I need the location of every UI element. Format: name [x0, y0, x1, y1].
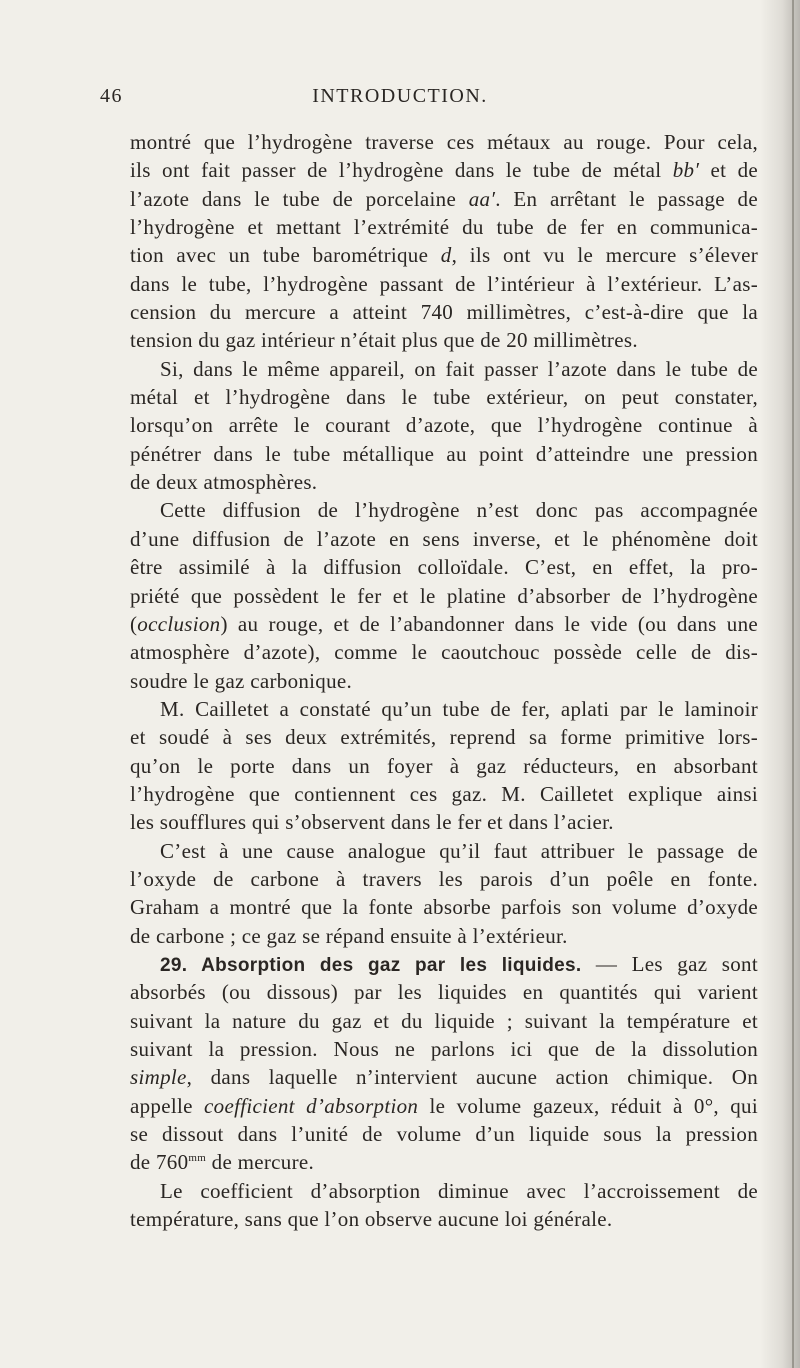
text-line: suivant la pression. Nous ne parlons ici que de la dissolution	[130, 1037, 758, 1061]
italic-term: bb′	[672, 158, 700, 183]
text-line: l’hydrogène que contiennent ces gaz. M. Cailletet explique ainsi	[130, 781, 758, 806]
text-line: atmosphère d’azote), comme le caoutchouc possède celle de dis-	[130, 640, 758, 665]
text-run: tion avec un tube barométrique	[130, 243, 441, 268]
text-line: pénétrer dans le tube métallique au point d’atteindre une pression	[130, 441, 758, 466]
text-line: et soudé à ses deux extrémités, reprend sa forme primitive lors-	[130, 725, 758, 750]
text-line: de carbone ; ce gaz se répand ensuite à l’extérieur.	[130, 923, 568, 948]
page-number: 46	[100, 85, 123, 107]
text-run: — Les gaz sont	[581, 951, 758, 976]
text-run: et de	[699, 158, 758, 183]
text-line: l’oxyde de carbone à travers les parois d’un poêle en fonte.	[130, 866, 758, 891]
text-line: montré que l’hydrogène traverse ces métaux au rouge. Pour cela,	[130, 130, 758, 154]
text-line: cension du mercure a atteint 740 millimètres, c’est-à-dire que la	[130, 300, 758, 325]
running-title: INTRODUCTION.	[312, 85, 488, 107]
text-run: ils ont fait passer de l’hydrogène dans le tube de métal	[130, 158, 673, 183]
text-line: Le coefficient d’absorption diminue avec l’accroissement de	[160, 1178, 758, 1203]
italic-term: simple	[130, 1065, 187, 1090]
text-line: absorbés (ou dissous) par les liquides en quantités qui varient	[130, 980, 758, 1005]
text-line: suivant la nature du gaz et du liquide ; suivant la température et	[130, 1008, 758, 1033]
text-line: l’hydrogène et mettant l’extrémité du tube de fer en communica-	[130, 215, 758, 240]
text-run: de 760	[130, 1150, 189, 1175]
page-edge-line	[792, 0, 794, 1368]
section-heading: 29. Absorption des gaz par les liquides.	[160, 954, 582, 976]
text-run: . En arrêtant le passage de	[495, 186, 758, 211]
superscript	[188, 1152, 206, 1164]
text-line: d’une diffusion de l’azote en sens inverse, et le phénomène doit	[130, 526, 758, 551]
text-line: tension du gaz intérieur n’était plus que de 20 millimètres.	[130, 328, 638, 353]
text-line: M. Cailletet a constaté qu’un tube de fer, aplati par le laminoir	[160, 696, 758, 721]
text-line: métal et l’hydrogène dans le tube extérieur, on peut constater,	[130, 385, 758, 410]
text-run: (	[130, 611, 138, 636]
text-run: le volume gazeux, réduit à 0°, qui	[418, 1093, 758, 1118]
text-line: les soufflures qui s’observent dans le fer et dans l’acier.	[130, 810, 614, 835]
text-line: se dissout dans l’unité de volume d’un liquide sous la pression	[130, 1122, 758, 1147]
text-line: qu’on le porte dans un foyer à gaz réducteurs, en absorbant	[130, 753, 758, 778]
text-line: température, sans que l’on observe aucune loi générale.	[130, 1207, 613, 1232]
text-line: priété que possèdent le fer et le platine d’absorber de l’hydrogène	[130, 583, 758, 608]
text-run: l’azote dans le tube de porcelaine	[130, 186, 469, 211]
italic-term: d	[440, 243, 452, 268]
text-line	[130, 185, 758, 213]
text-line: Cette diffusion de l’hydrogène n’est donc pas accompagnée	[160, 498, 758, 523]
body-text	[130, 128, 758, 1233]
text-line	[130, 1063, 758, 1091]
text-line	[130, 610, 758, 638]
text-line: C’est à une cause analogue qu’il faut attribuer le passage de	[160, 838, 758, 863]
italic-term: coefficient d’absorption	[204, 1093, 419, 1118]
text-run: , dans laquelle n’intervient aucune action chimique. On	[186, 1065, 758, 1090]
text-line	[130, 1092, 758, 1120]
italic-term: aa′	[468, 186, 496, 211]
text-line	[130, 156, 758, 184]
text-line: dans le tube, l’hydrogène passant de l’intérieur à l’extérieur. L’as-	[130, 271, 758, 296]
text-run: de mercure.	[206, 1150, 315, 1175]
page-edge-shadow	[760, 0, 800, 1368]
text-run: appelle	[130, 1093, 205, 1118]
text-run: , ils ont vu le mercure s’élever	[451, 243, 758, 268]
italic-term: occlusion	[137, 611, 221, 636]
superscript-unit: mm	[188, 1152, 207, 1165]
text-line: être assimilé à la diffusion colloïdale. C’est, en effet, la pro-	[130, 555, 758, 580]
text-line: lorsqu’on arrête le courant d’azote, que l’hydrogène continue à	[130, 413, 758, 438]
text-line	[130, 1148, 758, 1176]
text-line: Graham a montré que la fonte absorbe parfois son volume d’oxyde	[130, 895, 758, 920]
text-line	[130, 950, 758, 978]
text-run: ) au rouge, et de l’abandonner dans le vide (ou dans une	[220, 611, 758, 636]
text-line: de deux atmosphères.	[130, 470, 318, 495]
running-header	[100, 85, 700, 115]
text-line: Si, dans le même appareil, on fait passer l’azote dans le tube de	[160, 356, 758, 381]
text-line	[130, 241, 758, 269]
text-line: soudre le gaz carbonique.	[130, 668, 353, 693]
